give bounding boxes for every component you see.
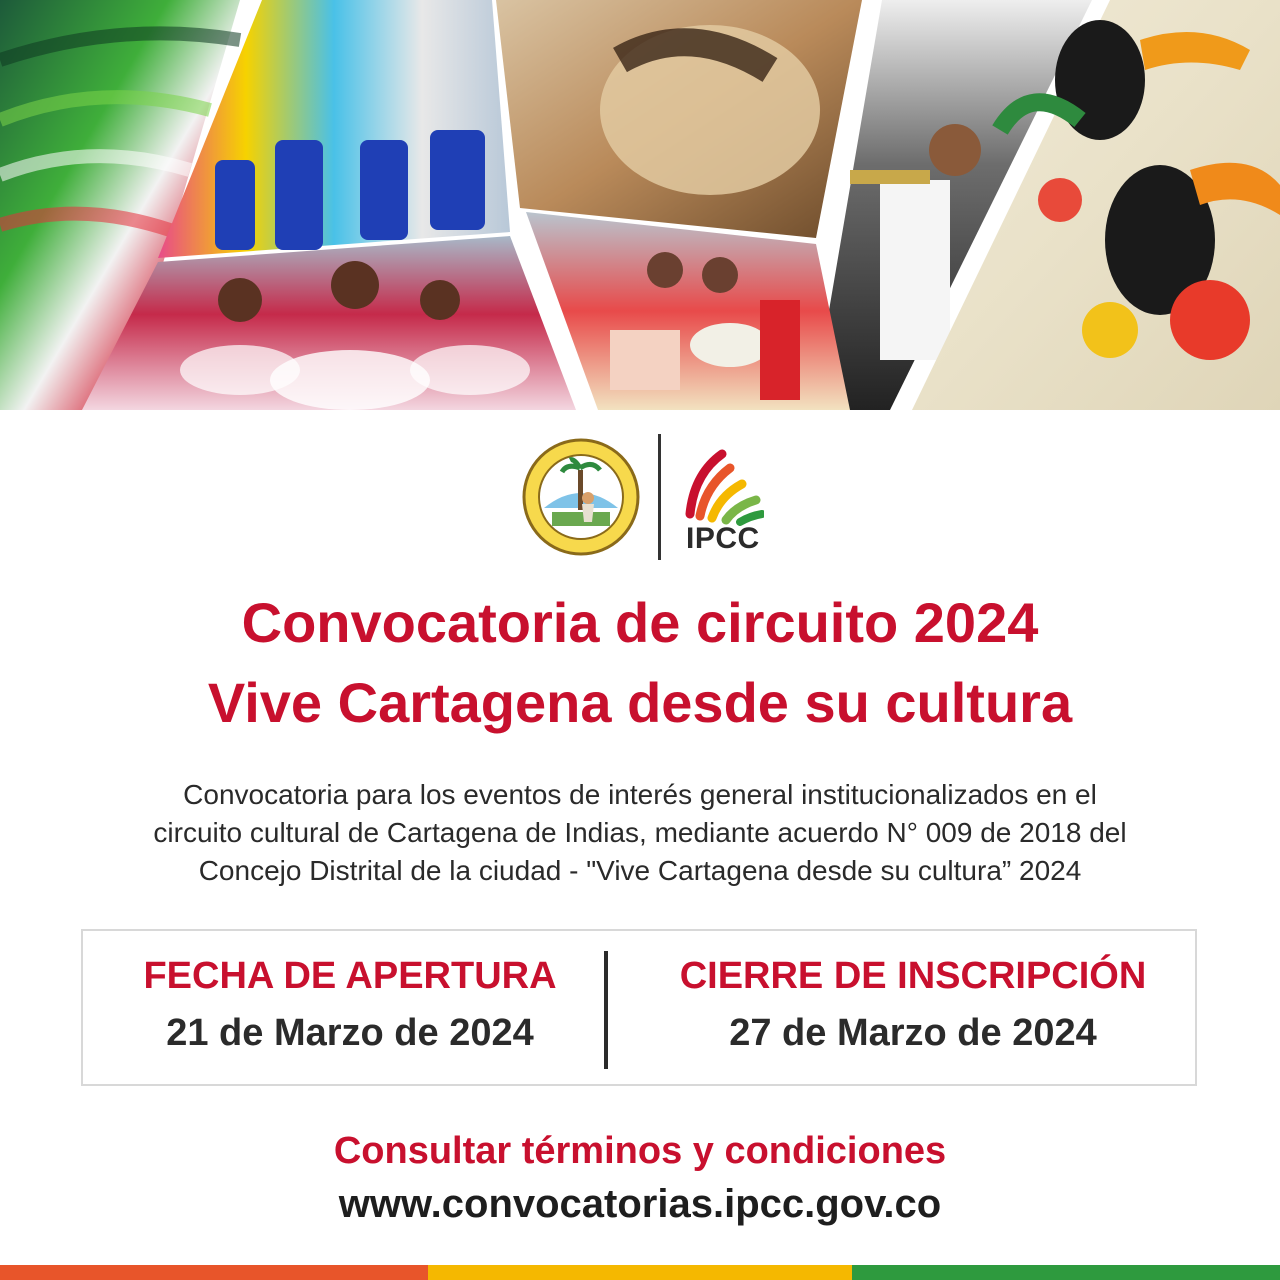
dates-box bbox=[81, 929, 1197, 1086]
footer-bar-orange bbox=[0, 1265, 428, 1280]
description-line-2: circuito cultural de Cartagena de Indias, mediante acuerdo N° 009 de 2018 del bbox=[153, 817, 1127, 848]
title-line-2: Vive Cartagena desde su cultura bbox=[207, 671, 1073, 734]
description-line-3: Concejo Distrital de la ciudad - "Vive Cartagena desde su cultura” 2024 bbox=[198, 855, 1082, 886]
opening-date-value: 21 de Marzo de 2024 bbox=[166, 1012, 534, 1054]
description-line-1: Convocatoria para los eventos de interés general institucionalizados en el bbox=[183, 779, 1097, 810]
footer-bar-green bbox=[852, 1265, 1280, 1280]
cartagena-seal-logo bbox=[522, 438, 640, 556]
footer-bar-yellow bbox=[428, 1265, 852, 1280]
photo-collage bbox=[0, 0, 1280, 410]
logo-divider bbox=[658, 434, 661, 560]
closing-date-label: CIERRE DE INSCRIPCIÓN bbox=[679, 955, 1147, 997]
opening-date-block bbox=[80, 949, 620, 1063]
ipcc-logo-icon bbox=[682, 444, 764, 526]
description bbox=[60, 776, 1220, 890]
website-url[interactable]: www.convocatorias.ipcc.gov.co bbox=[338, 1182, 942, 1226]
title-line-1: Convocatoria de circuito 2024 bbox=[241, 591, 1039, 654]
closing-date-block bbox=[643, 949, 1183, 1063]
closing-date-value: 27 de Marzo de 2024 bbox=[729, 1012, 1097, 1054]
opening-date-label: FECHA DE APERTURA bbox=[143, 955, 557, 997]
ipcc-logo-label: IPCC bbox=[686, 522, 760, 555]
dates-divider bbox=[604, 951, 608, 1069]
cumbia-dancers-photo bbox=[526, 212, 850, 410]
footer-color-bar bbox=[0, 1265, 1280, 1280]
terms-conditions-text: Consultar términos y condiciones bbox=[333, 1130, 947, 1172]
